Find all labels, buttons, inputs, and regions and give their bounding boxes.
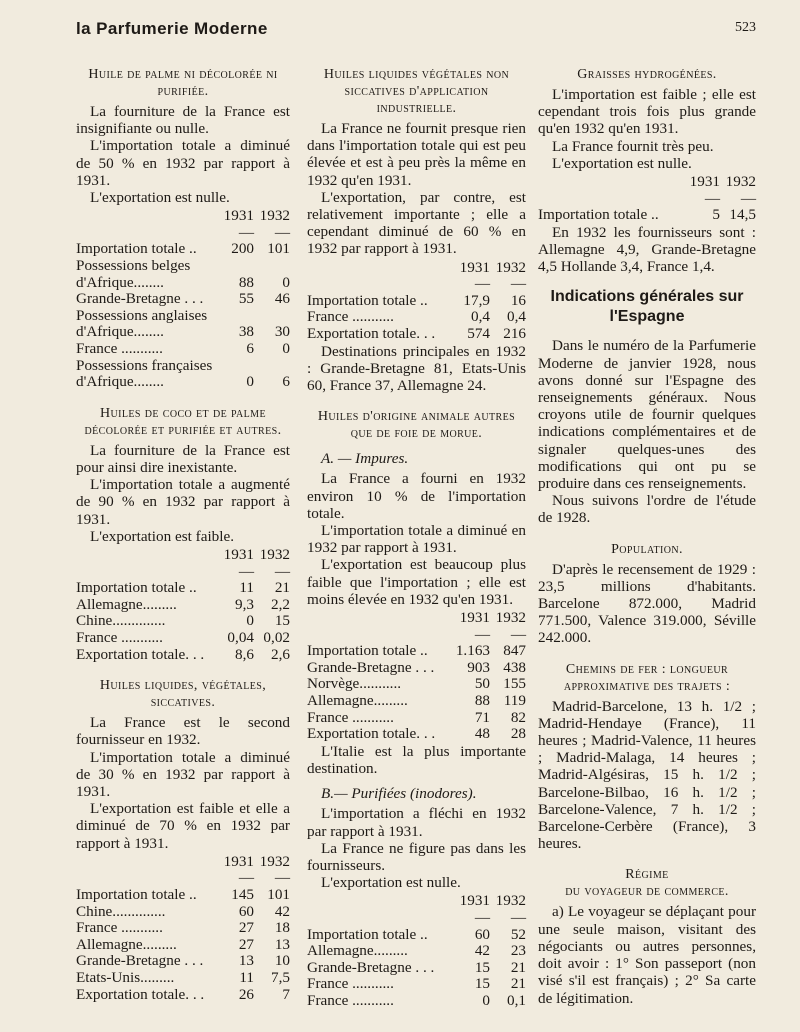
row-label: Importation totale .. bbox=[307, 643, 428, 660]
year-header: 1932 bbox=[495, 892, 526, 910]
value-1931: 71 bbox=[474, 708, 490, 726]
row-label: Chine.............. bbox=[76, 613, 166, 630]
table-spacer bbox=[307, 276, 454, 293]
paragraph: a) Le voyageur se déplaçant pour une seule maison, visitant des négociants ou autres personnes, doit avoir : 1° Son passeport (non visé s'il est français) ; 2° Sa carte de légitimation. bbox=[538, 903, 756, 1007]
value-1932: 216 bbox=[503, 325, 526, 342]
paragraph: L'importation a fléchi en 1932 par rapport à 1931. bbox=[307, 805, 526, 840]
row-label: Importation totale .. bbox=[76, 580, 197, 597]
table-row bbox=[307, 676, 526, 693]
table-row bbox=[76, 291, 290, 308]
value-1931: 55 bbox=[238, 290, 254, 308]
stats-table bbox=[76, 206, 290, 391]
row-label: Grande-Bretagne . . . bbox=[307, 659, 435, 676]
paragraph: L'exportation, par contre, est relativement importante ; elle a cependant diminué de 60 % en 1932 par rapport à 1931. bbox=[307, 188, 526, 258]
value-1932: 0,4 bbox=[507, 308, 526, 326]
paragraph: Dans le numéro de la Parfumerie Moderne de janvier 1928, nous avons donné sur l'Espagne des renseignements généraux. Nous croyons utile de fournir quelques indications complémentaires et de signaler quelques-unes des modifications qui ont pu se produire dans ces renseignements. bbox=[538, 337, 756, 493]
table-row bbox=[76, 374, 290, 391]
value-1932: 0 bbox=[282, 273, 290, 291]
stats-table bbox=[307, 258, 526, 343]
table-row bbox=[76, 258, 290, 275]
value-1931: 11 bbox=[239, 968, 254, 986]
value-1932: 30 bbox=[274, 323, 290, 341]
table-row bbox=[538, 207, 756, 224]
row-label: Allemagne......... bbox=[307, 943, 408, 960]
value-1932: 21 bbox=[274, 579, 290, 597]
journal-title: la Parfumerie Moderne bbox=[76, 19, 268, 38]
value-1931 bbox=[218, 358, 254, 375]
year-header: 1931 bbox=[223, 852, 254, 870]
year-header: 1932 bbox=[495, 609, 526, 627]
value-1932: 18 bbox=[274, 919, 290, 937]
value-1931 bbox=[218, 258, 254, 275]
value-1931: 11 bbox=[239, 579, 254, 597]
table-corner bbox=[307, 608, 454, 627]
stats-table bbox=[538, 172, 756, 224]
header-dash: — bbox=[474, 625, 490, 643]
row-label: Possessions françaises bbox=[76, 357, 213, 374]
row-label: Possessions anglaises bbox=[76, 307, 208, 324]
paragraph: La France ne fournit presque rien dans l'importation totale qui est peu élevée et est à peu près la même en 1932 qu'en 1931. bbox=[307, 120, 526, 189]
table-row bbox=[307, 643, 526, 660]
value-1931: 27 bbox=[238, 935, 254, 953]
row-label: Importation totale .. bbox=[76, 886, 197, 903]
running-header bbox=[76, 19, 756, 41]
row-label: Exportation totale. . . bbox=[76, 986, 205, 1003]
paragraph: L'importation est faible ; elle est cependant trois fois plus grande qu'en 1932 qu'en 1931. bbox=[538, 86, 756, 138]
value-1932: 0,02 bbox=[263, 628, 290, 646]
section-title: Huiles liquides, végétales, siccatives. bbox=[99, 678, 267, 711]
header-dash: — bbox=[274, 562, 290, 580]
table-row bbox=[76, 630, 290, 647]
value-1931: 26 bbox=[238, 985, 254, 1003]
value-1932: 155 bbox=[503, 675, 526, 693]
paragraph: Destinations principales en 1932 : Grande-Bretagne 81, Etats-Unis 60, France 37, Allemagne 24. bbox=[307, 342, 526, 394]
row-label: France ........... bbox=[76, 629, 163, 646]
section-subtitle: du voyageur de commerce. bbox=[565, 884, 729, 900]
value-1932 bbox=[254, 308, 290, 325]
value-1931: 8,6 bbox=[235, 645, 254, 663]
table-row bbox=[307, 309, 526, 326]
row-label: Chine.............. bbox=[76, 903, 166, 920]
row-label: Grande-Bretagne . . . bbox=[76, 953, 204, 970]
paragraph: L'exportation est beaucoup plus faible que l'importation ; elle est moins élevée en 1932 qu'en 1931. bbox=[307, 556, 526, 608]
row-label: d'Afrique........ bbox=[76, 374, 164, 391]
table-row bbox=[307, 660, 526, 677]
table-row bbox=[76, 904, 290, 921]
row-label: Importation totale .. bbox=[307, 292, 428, 309]
header-dash: — bbox=[474, 909, 490, 926]
year-header: 1931 bbox=[459, 258, 490, 276]
value-1931: 6 bbox=[246, 339, 254, 357]
header-dash: — bbox=[510, 275, 526, 293]
row-label: Allemagne......... bbox=[76, 596, 177, 613]
value-1932 bbox=[254, 258, 290, 275]
table-corner bbox=[76, 206, 218, 225]
column-1 bbox=[76, 66, 290, 1003]
table-row bbox=[76, 597, 290, 614]
paragraph: L'exportation est nulle. bbox=[552, 154, 692, 172]
paragraph: La fourniture de la France est insignifiante ou nulle. bbox=[76, 103, 290, 138]
table-row bbox=[76, 241, 290, 258]
row-label: Possessions belges bbox=[76, 258, 191, 274]
table-row bbox=[307, 927, 526, 944]
table-row bbox=[76, 987, 290, 1004]
value-1932: 46 bbox=[274, 290, 290, 308]
row-label: France ........... bbox=[307, 992, 394, 1009]
paragraph: D'après le recensement de 1929 : 23,5 millions d'habitants. Barcelone 872.000, Madrid 771.500, Valence 319.000, Séville 242.000. bbox=[538, 560, 756, 647]
header-dash: — bbox=[510, 625, 526, 643]
paragraph: L'exportation est nulle. bbox=[321, 874, 461, 892]
row-label: Grande-Bretagne . . . bbox=[307, 959, 435, 976]
table-row bbox=[76, 341, 290, 358]
value-1931: 27 bbox=[238, 919, 254, 937]
year-header: 1932 bbox=[259, 207, 290, 225]
column-3 bbox=[538, 66, 756, 1007]
value-1931: 200 bbox=[231, 240, 254, 258]
section-title: Population. bbox=[611, 541, 683, 557]
paragraph: L'importation totale a diminué de 50 % en 1932 par rapport à 1931. bbox=[76, 137, 290, 189]
value-1931: 48 bbox=[474, 725, 490, 743]
paragraph: L'importation totale a augmenté de 90 % en 1932 par rapport à 1931. bbox=[76, 476, 290, 528]
value-1931: 0 bbox=[246, 612, 254, 630]
value-1932: 15 bbox=[274, 612, 290, 630]
table-corner bbox=[76, 545, 218, 564]
value-1931: 88 bbox=[474, 692, 490, 709]
column-2 bbox=[307, 66, 526, 1010]
paragraph: Nous suivons l'ordre de l'étude de 1928. bbox=[538, 492, 756, 527]
year-header: 1932 bbox=[259, 545, 290, 563]
value-1932: 23 bbox=[510, 942, 526, 960]
value-1932: 2,6 bbox=[271, 645, 290, 663]
value-1932: 119 bbox=[503, 692, 526, 709]
value-1932: 847 bbox=[503, 642, 526, 660]
table-spacer bbox=[76, 564, 218, 581]
value-1932: 7 bbox=[282, 985, 290, 1003]
paragraph: L'exportation est faible. bbox=[90, 527, 235, 545]
paragraph: L'exportation est faible et elle a diminué de 70 % en 1932 par rapport à 1931. bbox=[76, 800, 290, 852]
section-title: Huiles d'origine animale autres que de foie de morue. bbox=[317, 409, 516, 442]
table-row bbox=[307, 960, 526, 977]
table-corner bbox=[307, 258, 454, 277]
header-dash: — bbox=[238, 223, 254, 241]
table-spacer bbox=[76, 870, 218, 887]
row-label: Importation totale .. bbox=[307, 926, 428, 943]
value-1932: 14,5 bbox=[729, 206, 756, 224]
row-label: d'Afrique........ bbox=[76, 324, 164, 341]
row-label: Etats-Unis......... bbox=[76, 969, 175, 986]
table-corner bbox=[76, 852, 218, 871]
subheading: B.— Purifiées (inodores). bbox=[321, 785, 477, 803]
table-spacer bbox=[307, 910, 454, 927]
value-1931: 50 bbox=[474, 675, 490, 693]
header-dash: — bbox=[474, 275, 490, 293]
header-dash: — bbox=[274, 223, 290, 241]
value-1932: 28 bbox=[510, 725, 526, 743]
header-dash: — bbox=[704, 189, 720, 207]
value-1931: 1.163 bbox=[455, 642, 490, 660]
value-1932: 42 bbox=[274, 902, 290, 920]
stats-table bbox=[307, 891, 526, 1009]
row-label: Importation totale .. bbox=[76, 241, 197, 258]
value-1931: 15 bbox=[474, 975, 490, 993]
section-title: Chemins de fer : longueur approximative des trajets : bbox=[563, 661, 731, 694]
paragraph: La France a fourni en 1932 environ 10 % de l'importation totale. bbox=[307, 470, 526, 522]
table-row bbox=[76, 970, 290, 987]
table-row bbox=[307, 943, 526, 960]
value-1931: 42 bbox=[474, 942, 490, 960]
value-1931: 0 bbox=[482, 991, 490, 1009]
value-1931: 574 bbox=[467, 325, 490, 342]
table-corner bbox=[538, 172, 684, 191]
stats-table bbox=[76, 852, 290, 1003]
row-label: Allemagne......... bbox=[76, 936, 177, 953]
value-1932: 82 bbox=[510, 708, 526, 726]
value-1931: 38 bbox=[238, 323, 254, 341]
paragraph: L'exportation est nulle. bbox=[90, 189, 230, 207]
table-corner bbox=[307, 891, 454, 910]
value-1931: 17,9 bbox=[463, 291, 490, 309]
value-1931: 60 bbox=[474, 925, 490, 943]
year-header: 1932 bbox=[495, 258, 526, 276]
table-spacer bbox=[76, 225, 218, 242]
row-label: France ........... bbox=[76, 920, 163, 937]
value-1932: 101 bbox=[267, 885, 290, 903]
table-row bbox=[76, 920, 290, 937]
table-row bbox=[76, 308, 290, 325]
paragraph: En 1932 les fournisseurs sont : Allemagne 4,9, Grande-Bretagne 4,5 Hollande 3,4, France 1,4. bbox=[538, 223, 756, 276]
paragraph: L'Italie est la plus importante destination. bbox=[307, 742, 526, 777]
section-title: Huile de palme ni décolorée ni purifiée. bbox=[88, 67, 278, 99]
header-dash: — bbox=[274, 869, 290, 887]
paragraph: L'importation totale a diminué de 30 % en 1932 par rapport à 1931. bbox=[76, 748, 290, 800]
value-1932: 21 bbox=[510, 958, 526, 976]
section-title: Huiles liquides végétales non siccatives d'application industrielle. bbox=[323, 67, 510, 116]
value-1931: 903 bbox=[467, 658, 490, 676]
article-heading: Indications générales sur l'Espagne bbox=[550, 288, 744, 326]
header-dash: — bbox=[238, 562, 254, 580]
paragraph: La France fournit très peu. bbox=[552, 137, 714, 155]
row-label: d'Afrique........ bbox=[76, 274, 164, 291]
value-1932: 0,1 bbox=[507, 991, 526, 1009]
value-1931: 60 bbox=[238, 902, 254, 920]
row-label: France ........... bbox=[307, 709, 394, 726]
value-1931: 9,3 bbox=[235, 595, 254, 613]
paragraph: La France est le second fournisseur en 1932. bbox=[76, 714, 290, 749]
year-header: 1931 bbox=[459, 892, 490, 910]
value-1932: 13 bbox=[274, 935, 290, 953]
value-1932: 52 bbox=[510, 925, 526, 943]
year-header: 1931 bbox=[223, 545, 254, 563]
section-title: Régime bbox=[625, 867, 669, 883]
section-title: Huiles de coco et de palme décolorée et purifiée et autres. bbox=[84, 405, 282, 438]
page-number: 523 bbox=[735, 20, 756, 35]
row-label: France ........... bbox=[76, 340, 163, 357]
value-1931: 0,4 bbox=[471, 308, 490, 326]
table-row bbox=[76, 613, 290, 630]
year-header: 1932 bbox=[259, 852, 290, 870]
table-row bbox=[76, 358, 290, 375]
row-label: Exportation totale. . . bbox=[76, 646, 205, 663]
table-row bbox=[307, 993, 526, 1010]
value-1931: 145 bbox=[231, 885, 254, 903]
table-row bbox=[76, 647, 290, 664]
stats-table bbox=[76, 545, 290, 663]
table-row bbox=[307, 326, 526, 343]
paragraph: La France ne figure pas dans les fournisseurs. bbox=[307, 839, 526, 874]
value-1932: 438 bbox=[503, 658, 526, 676]
value-1931: 0 bbox=[246, 373, 254, 391]
row-label: Importation totale .. bbox=[538, 207, 659, 224]
value-1931: 13 bbox=[238, 952, 254, 970]
year-header: 1932 bbox=[725, 173, 756, 191]
header-dash: — bbox=[238, 869, 254, 887]
value-1932: 6 bbox=[282, 373, 290, 391]
table-row bbox=[307, 710, 526, 727]
value-1931: 15 bbox=[474, 958, 490, 976]
value-1932: 10 bbox=[274, 952, 290, 970]
value-1931 bbox=[218, 308, 254, 325]
table-row bbox=[76, 887, 290, 904]
row-label: Exportation totale. . . bbox=[307, 326, 436, 342]
row-label: France ........... bbox=[307, 309, 394, 326]
table-row bbox=[76, 324, 290, 341]
header-dash: — bbox=[510, 909, 526, 926]
table-row bbox=[307, 693, 526, 710]
paragraph: La fourniture de la France est pour ainsi dire inexistante. bbox=[76, 441, 290, 476]
stats-table bbox=[307, 608, 526, 743]
value-1932: 101 bbox=[267, 240, 290, 258]
year-header: 1931 bbox=[223, 207, 254, 225]
table-row bbox=[76, 937, 290, 954]
table-row bbox=[76, 580, 290, 597]
value-1931: 0,04 bbox=[227, 628, 254, 646]
year-header: 1931 bbox=[459, 609, 490, 627]
paragraph: Madrid-Barcelone, 13 h. 1/2 ; Madrid-Hendaye (France), 11 heures ; Madrid-Valence, 11 heures ; Madrid-Malaga, 14 heures ; Madrid-Algésiras, 15 h. 1/2 ; Barcelone-Bilbao, 16 h. 1/2 ; Barcelone-Valence, 7 h. 1/2 ; Barcelone-Cerbère (France), 3 heures. bbox=[538, 697, 756, 853]
table-row bbox=[307, 293, 526, 310]
value-1931: 88 bbox=[238, 273, 254, 291]
value-1932: 21 bbox=[510, 975, 526, 993]
value-1932 bbox=[254, 358, 290, 375]
table-spacer bbox=[307, 627, 454, 644]
value-1932: 7,5 bbox=[271, 968, 290, 986]
row-label: Grande-Bretagne . . . bbox=[76, 291, 204, 308]
value-1932: 16 bbox=[510, 291, 526, 309]
table-spacer bbox=[538, 191, 684, 208]
year-header: 1931 bbox=[689, 173, 720, 191]
table-row bbox=[307, 726, 526, 743]
row-label: Allemagne......... bbox=[307, 693, 408, 709]
subheading: A. — Impures. bbox=[321, 450, 409, 468]
paragraph: L'importation totale a diminué en 1932 par rapport à 1931. bbox=[307, 522, 526, 557]
row-label: Exportation totale. . . bbox=[307, 726, 436, 743]
table-row bbox=[76, 275, 290, 292]
table-row bbox=[76, 953, 290, 970]
value-1932: 2,2 bbox=[271, 595, 290, 613]
value-1931: 5 bbox=[712, 206, 720, 224]
row-label: Norvège........... bbox=[307, 676, 402, 693]
section-title: Graisses hydrogénées. bbox=[577, 67, 717, 82]
header-dash: — bbox=[740, 189, 756, 207]
row-label: France ........... bbox=[307, 976, 394, 993]
table-row bbox=[307, 976, 526, 993]
value-1932: 0 bbox=[282, 339, 290, 357]
